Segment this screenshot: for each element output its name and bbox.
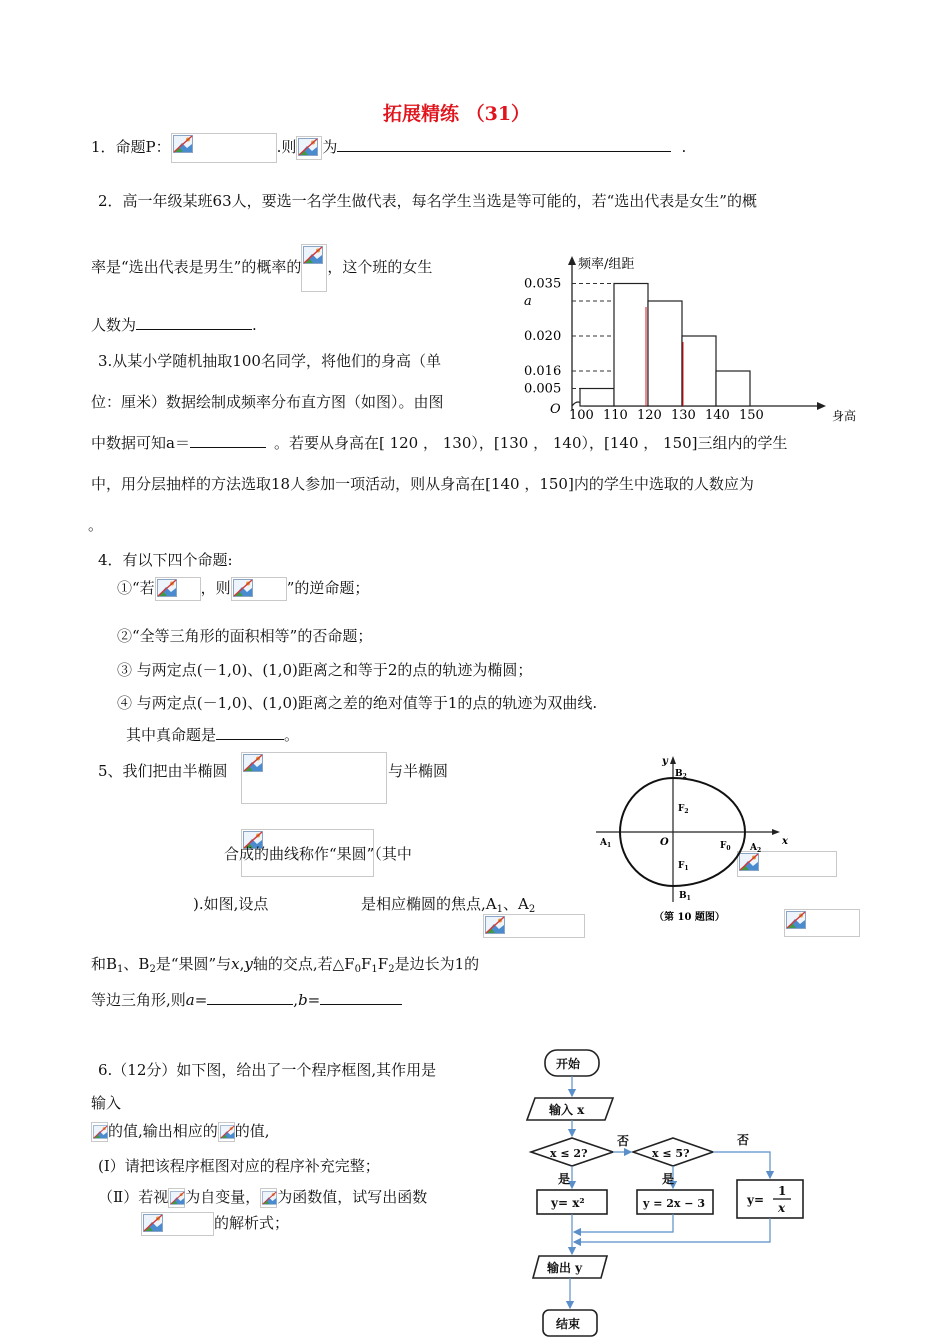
subscript: 1 bbox=[117, 964, 124, 975]
q3-line2: 位：厘米）数据绘制成频率分布直方图（如图）。由图 bbox=[91, 393, 444, 411]
q2-text: . bbox=[252, 316, 257, 334]
flow-output3-label: y= bbox=[747, 1193, 765, 1207]
q2-line1: 2．高一年级某班63人，要选一名学生做代表，每名学生当选是等可能的，若“选出代表是女生”的概 bbox=[98, 192, 757, 210]
subscript: 2 bbox=[528, 904, 536, 915]
histogram-bar bbox=[716, 371, 750, 406]
y-axis-arrow bbox=[568, 256, 576, 265]
formula-image bbox=[231, 577, 287, 601]
formula-image bbox=[296, 136, 322, 160]
histogram-origin: O bbox=[550, 402, 561, 417]
answer-blank bbox=[337, 137, 671, 152]
label-F2: $F_2$ bbox=[678, 804, 689, 815]
label-A1: $A_1$ bbox=[600, 838, 612, 849]
y-axis-arrow bbox=[670, 756, 676, 764]
formula-image bbox=[171, 133, 277, 163]
var-x: x bbox=[231, 955, 240, 973]
q4-intro: 4．有以下四个命题: bbox=[98, 551, 233, 569]
broken-image-icon bbox=[220, 1124, 235, 1140]
formula-image bbox=[241, 752, 387, 804]
q6-text: 的值,输出相应的 bbox=[108, 1122, 218, 1140]
q5-line1 bbox=[98, 760, 228, 781]
histogram-ytick-label: 0.035 bbox=[524, 276, 562, 292]
broken-image-icon bbox=[157, 579, 177, 597]
histogram-bar bbox=[682, 336, 716, 406]
q3-line5: 。 bbox=[88, 516, 104, 534]
q5-text: 、A bbox=[502, 895, 529, 913]
histogram-xtick-label: 100 bbox=[569, 408, 594, 423]
flow-yes-label-1: 是 bbox=[558, 1172, 571, 1186]
q3-text: 。若要从身高在[ 120 ， 130），[130 ， 140），[140 ， 150]三组内的学生 bbox=[273, 434, 788, 452]
q5-line5 bbox=[91, 989, 402, 1010]
broken-image-icon bbox=[173, 135, 193, 153]
q2-text: 率是“选出代表是男生”的概率的 bbox=[91, 258, 302, 276]
figure-caption: （第 10 题图） bbox=[654, 912, 725, 923]
q4-text: 。 bbox=[284, 726, 300, 744]
q6-line1: 6.（12分）如下图，给出了一个程序框图,其作用是 bbox=[98, 1061, 437, 1079]
histogram-xtick-label: 150 bbox=[739, 408, 764, 423]
histogram-bar bbox=[614, 284, 648, 407]
q5-text: 和B bbox=[91, 955, 118, 973]
q5-line4 bbox=[91, 953, 479, 975]
q4-item-3: ③ 与两定点(－1,0)、(1,0)距离之和等于2的点的轨迹为椭圆； bbox=[117, 661, 533, 679]
q5-line3-tail bbox=[361, 893, 535, 915]
flow-input-label: 输入 x bbox=[549, 1103, 585, 1117]
subscript: 2 bbox=[388, 964, 395, 975]
label-x: x bbox=[782, 836, 788, 847]
q5-text: 轴的交点,若△F bbox=[252, 955, 355, 973]
histogram-ytick-label: 0.005 bbox=[524, 381, 562, 397]
histogram-xtick-label: 140 bbox=[705, 408, 730, 423]
q5-text: 5、我们把由半椭圆 bbox=[98, 762, 228, 780]
flow-no-label-1: 否 bbox=[617, 1134, 630, 1148]
q5-text: 、B bbox=[123, 955, 150, 973]
histogram-ylabel: 频率/组距 bbox=[578, 257, 635, 272]
q4-item-1 bbox=[117, 577, 369, 601]
histogram-xtick-label: 120 bbox=[637, 408, 662, 423]
flow-cond2-label: x ≤ 5? bbox=[652, 1147, 690, 1160]
q6-text: 为自变量， bbox=[185, 1188, 261, 1206]
q1-then: .则 bbox=[276, 138, 297, 156]
histogram-xlabel: 身高 bbox=[832, 409, 857, 423]
q1-number: 1． bbox=[91, 138, 116, 156]
q4-text: ①“若 bbox=[117, 579, 155, 597]
broken-image-icon bbox=[143, 1214, 163, 1232]
subscript: 1 bbox=[371, 964, 378, 975]
label-origin: O bbox=[660, 837, 669, 848]
q4-answer bbox=[126, 724, 299, 745]
broken-image-icon bbox=[243, 754, 263, 772]
formula-image bbox=[141, 1212, 214, 1236]
q6-text: 为函数值，试写出函数 bbox=[277, 1188, 428, 1206]
frequency-histogram bbox=[520, 248, 857, 424]
q1-prefix: 命题P： bbox=[115, 138, 171, 156]
flow-start-label: 开始 bbox=[556, 1057, 581, 1071]
q4-text: ”的逆命题； bbox=[286, 579, 370, 597]
x-axis-arrow bbox=[817, 402, 826, 410]
label-F1: $F_1$ bbox=[678, 861, 689, 872]
broken-image-icon bbox=[262, 1190, 277, 1206]
formula-image bbox=[91, 1122, 108, 1142]
answer-blank bbox=[207, 990, 293, 1005]
formula-image bbox=[260, 1188, 277, 1208]
q3-line4: 中，用分层抽样的方法选取18人参加一项活动，则从身高在[140 ，150]内的学生中选取的人数应为 bbox=[91, 475, 754, 493]
label-B1: $B_1$ bbox=[679, 891, 691, 902]
histogram-bar bbox=[648, 301, 682, 406]
answer-blank bbox=[190, 433, 266, 448]
answer-blank bbox=[320, 990, 402, 1005]
q5-text: F bbox=[360, 955, 372, 973]
q5-text: , bbox=[293, 991, 299, 1009]
flow-cond1-label: x ≤ 2? bbox=[550, 1147, 588, 1160]
q2-line3 bbox=[91, 314, 257, 335]
q6-text: （Ⅱ）若视 bbox=[98, 1188, 169, 1206]
q5-text: 是边长为1的 bbox=[394, 955, 480, 973]
formula-image bbox=[483, 914, 585, 938]
q4-text: ，则 bbox=[200, 579, 231, 597]
q1-end: . bbox=[681, 138, 687, 156]
q3-text: 中数据可知a＝ bbox=[91, 434, 190, 452]
q5-text: ).如图,设点 bbox=[193, 895, 269, 913]
var-y: y bbox=[244, 955, 253, 973]
broken-image-icon bbox=[303, 246, 323, 264]
histogram-bar bbox=[580, 389, 614, 407]
label-F0: $F_0$ bbox=[720, 841, 731, 852]
q2-text: 人数为 bbox=[91, 316, 137, 334]
q6-line2: 输入 bbox=[91, 1094, 122, 1112]
flow-output2-label: y = 2x − 3 bbox=[643, 1197, 706, 1210]
formula-image bbox=[218, 1122, 235, 1142]
q6-line5 bbox=[98, 1186, 427, 1208]
flow-output3-numerator: 1 bbox=[778, 1184, 787, 1198]
subscript: 2 bbox=[149, 964, 156, 975]
subscript: 0 bbox=[354, 964, 361, 975]
flow-output3-denominator: x bbox=[778, 1201, 786, 1215]
histogram-xtick-label: 110 bbox=[603, 408, 628, 423]
broken-image-icon bbox=[298, 138, 318, 156]
q4-item-2: ②“全等三角形的面积相等”的否命题； bbox=[117, 627, 373, 645]
q4-item-4: ④ 与两定点(－1,0)、(1,0)距离之差的绝对值等于1的点的轨迹为双曲线. bbox=[117, 694, 598, 712]
q6-line4: (I）请把该程序框图对应的程序补充完整； bbox=[98, 1157, 380, 1175]
answer-blank bbox=[136, 315, 252, 330]
q5-text: 是相应椭圆的焦点,A bbox=[361, 895, 497, 913]
program-flowchart bbox=[525, 1046, 815, 1340]
q5-text: b= bbox=[298, 991, 321, 1009]
q6-line6 bbox=[141, 1212, 289, 1236]
formula-image bbox=[155, 577, 201, 601]
histogram-xtick-label: 130 bbox=[671, 408, 696, 423]
q3-line1: 3.从某小学随机抽取100名同学，将他们的身高（单 bbox=[98, 352, 441, 370]
subscript: 1 bbox=[496, 904, 503, 915]
broken-image-icon bbox=[93, 1124, 108, 1140]
q3-line3 bbox=[91, 432, 788, 453]
broken-image-icon bbox=[233, 579, 253, 597]
flow-output-y-label: 输出 y bbox=[547, 1261, 583, 1275]
flow-end-label: 结束 bbox=[556, 1317, 581, 1331]
q6-text: 的值, bbox=[234, 1122, 270, 1140]
histogram-ytick-label: 0.016 bbox=[524, 364, 562, 379]
x-axis-arrow bbox=[772, 829, 780, 835]
label-A2: $A_2$ bbox=[750, 843, 762, 854]
q6-text: 的解析式； bbox=[214, 1214, 290, 1232]
q5-text: a= bbox=[185, 991, 208, 1009]
q5-text: 是“果圆”与 bbox=[155, 955, 232, 973]
flow-no-label-2: 否 bbox=[737, 1133, 750, 1147]
flow-output1-label: y= x² bbox=[551, 1196, 585, 1210]
histogram-ytick-label: a bbox=[524, 294, 532, 309]
histogram-ytick-label: 0.020 bbox=[524, 329, 562, 344]
q6-line3 bbox=[91, 1120, 270, 1142]
page-title: 拓展精练 （31） bbox=[383, 103, 531, 125]
q5-text: 与半椭圆 bbox=[388, 762, 449, 780]
formula-image bbox=[168, 1188, 185, 1208]
q5-text: F bbox=[377, 955, 389, 973]
broken-image-icon bbox=[170, 1190, 185, 1206]
q5-text: , bbox=[239, 955, 245, 973]
fruit-ellipse-figure bbox=[596, 752, 796, 926]
q5-text: 等边三角形,则 bbox=[91, 991, 186, 1009]
q2-line2 bbox=[91, 244, 432, 292]
broken-image-icon bbox=[485, 916, 505, 934]
label-y: y bbox=[662, 756, 668, 767]
q5-text: 合成的曲线称作“果圆”（其中 bbox=[224, 845, 412, 863]
q1-wei: 为 bbox=[322, 138, 338, 156]
answer-blank bbox=[216, 725, 284, 740]
formula-image bbox=[301, 244, 327, 292]
q2-text: ，这个班的女生 bbox=[327, 258, 433, 276]
question-1 bbox=[91, 133, 686, 163]
label-B2: $B_2$ bbox=[675, 769, 687, 780]
q4-text: 其中真命题是 bbox=[126, 726, 217, 744]
flow-yes-label-2: 是 bbox=[662, 1172, 675, 1186]
